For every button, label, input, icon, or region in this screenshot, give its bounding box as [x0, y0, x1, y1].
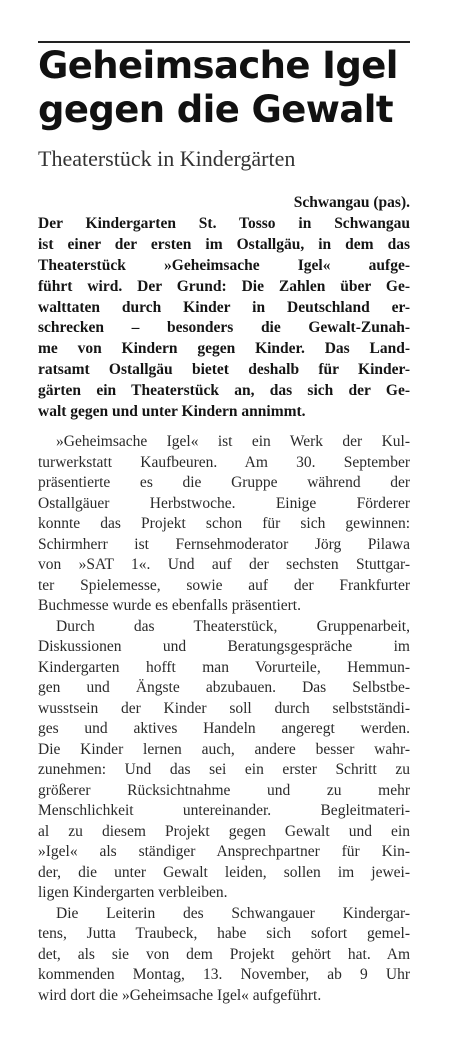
body-line: kommenden Montag, 13. November, ab 9 Uhr — [38, 966, 410, 983]
body-line: Ostallgäuer Herbstwoche. Einige Förderer — [38, 494, 410, 512]
lead-line: gärten ein Theaterstück an, das sich der Ge- — [38, 382, 410, 400]
body-line: al zu diesem Projekt gegen Gewalt und ein — [38, 822, 410, 840]
body-line: konnte das Projekt schon für sich gewinnen: — [38, 515, 410, 532]
lead-line: walttaten durch Kinder in Deutschland er- — [38, 298, 410, 316]
body-line: präsentierte es die Gruppe während der — [38, 474, 410, 491]
body-line: Durch das Theaterstück, Gruppenarbeit, — [56, 617, 410, 635]
body-line: »Geheimsache Igel« ist ein Werk der Kul- — [56, 433, 410, 450]
body-line: wird dort die »Geheimsache Igel« aufgeführt. — [38, 986, 322, 1004]
body-paragraph-1 — [38, 432, 410, 617]
body-line: turwerkstatt Kaufbeuren. Am 30. September — [38, 453, 410, 471]
headline — [38, 44, 418, 132]
lead-line: Der Kindergarten St. Tosso in Schwangau — [38, 214, 410, 232]
body-line: Diskussionen und Beratungsgespräche im — [38, 638, 410, 655]
lead-line: ist einer der ersten im Ostallgäu, in dem das — [38, 235, 410, 253]
body-line: von »SAT 1«. Und auf der sechsten Stuttgar- — [38, 556, 410, 573]
lead-line: walt gegen und unter Kindern annimmt. — [38, 403, 306, 421]
body-line: »Igel« als ständiger Ansprechpartner für Kin- — [38, 843, 410, 860]
body-line: det, als sie von dem Projekt gehört hat. Am — [38, 945, 410, 963]
article-body — [38, 432, 410, 1006]
body-line: ligen Kindergarten verbleiben. — [38, 884, 228, 901]
body-line: Schirmherr ist Fernsehmoderator Jörg Pilawa — [38, 535, 410, 553]
body-line: Die Kinder lernen auch, andere besser wahr- — [38, 740, 410, 758]
body-line: größerer Rücksichtnahme und zu mehr — [38, 781, 410, 799]
body-line: ges und aktives Handeln angeregt werden. — [38, 720, 410, 737]
headline-line-2: gegen die Gewalt — [38, 88, 393, 131]
body-line: Menschlichkeit untereinander. Begleitmateri- — [38, 802, 410, 819]
lead-line: schrecken – besonders die Gewalt-Zunah- — [38, 319, 410, 337]
body-line: Buchmesse wurde es ebenfalls präsentiert. — [38, 597, 301, 614]
body-line: gen und Ängste abzubauen. Das Selbstbe- — [38, 679, 410, 696]
lead-line: führt wird. Der Grund: Die Zahlen über Ge- — [38, 277, 410, 295]
body-line: tens, Jutta Traubeck, habe sich sofort gemel- — [38, 925, 410, 942]
body-line: der, die unter Gewalt leiden, sollen im jewei- — [38, 863, 410, 881]
body-line: Die Leiterin des Schwangauer Kindergar- — [56, 904, 410, 922]
lead-line: Theaterstück »Geheimsache Igel« aufge- — [38, 256, 410, 274]
lead-line: me von Kindern gegen Kinder. Das Land- — [38, 340, 410, 358]
lead-line: ratsamt Ostallgäu bietet deshalb für Kinder- — [38, 361, 410, 379]
body-line: wusstsein der Kinder soll durch selbstständi- — [38, 699, 410, 717]
dateline: Schwangau (pas). — [293, 194, 410, 211]
subheadline: Theaterstück in Kindergärten — [38, 146, 296, 171]
body-line: zunehmen: Und das sei ein erster Schritt zu — [38, 761, 410, 778]
headline-line-1: Geheimsache Igel — [38, 44, 398, 87]
top-rule — [38, 41, 410, 43]
body-paragraph-2 — [38, 617, 410, 904]
body-line: Kindergarten hofft man Vorurteile, Hemmun- — [38, 658, 410, 676]
lead-paragraph — [38, 193, 410, 423]
body-paragraph-3 — [38, 904, 410, 1007]
body-line: ter Spielemesse, sowie auf der Frankfurter — [38, 576, 410, 594]
